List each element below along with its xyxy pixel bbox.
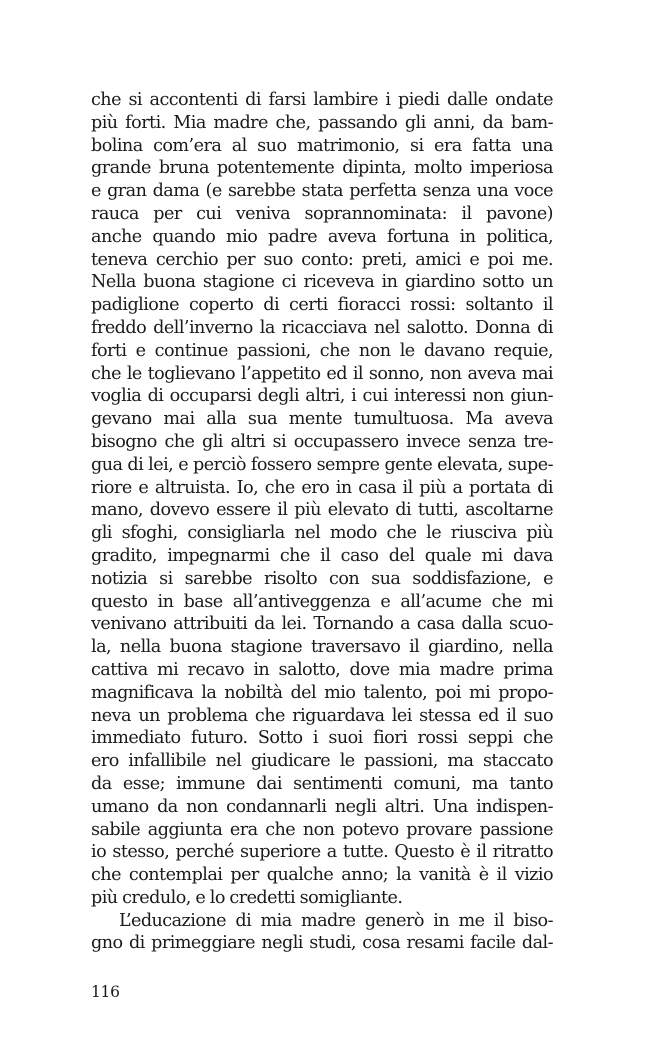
text-line: ero infallibile nel giudicare le passioni, ma staccato [91, 751, 553, 772]
page-number: 116 [91, 983, 120, 1001]
text-line: umano da non condannarli negli altri. Una indispen- [91, 796, 553, 817]
text-line: venivano attribuiti da lei. Tornando a casa dalla scuo- [91, 614, 553, 635]
body-text [91, 89, 553, 955]
text-line: che le toglievano l’appetito ed il sonno, non aveva mai [91, 363, 553, 384]
text-line: voglia di occuparsi degli altri, i cui interessi non giun- [91, 386, 553, 407]
text-line: da esse; immune dai sentimenti comuni, ma tanto [91, 773, 553, 794]
text-line: bisogno che gli altri si occupassero invece senza tre- [91, 431, 553, 452]
text-line: e gran dama (e sarebbe stata perfetta senza una voce [91, 181, 553, 202]
text-line: bolina com’era al suo matrimonio, si era fatta una [91, 135, 553, 156]
text-line: cattiva mi recavo in salotto, dove mia madre prima [91, 659, 553, 680]
text-line: forti e continue passioni, che non le davano requie, [91, 340, 553, 361]
text-line: L’educazione di mia madre generò in me il biso- [119, 910, 553, 931]
text-line: questo in base all’antiveggenza e all’acume che mi [91, 591, 553, 612]
text-line: che si accontenti di farsi lambire i piedi dalle ondate [91, 90, 553, 110]
text-line: riore e altruista. Io, che ero in casa il più a portata di [91, 477, 553, 498]
text-line: mano, dovevo essere il più elevato di tutti, ascoltarne [91, 500, 553, 521]
text-line: anche quando mio padre aveva fortuna in politica, [91, 226, 553, 247]
text-line: la, nella buona stagione traversavo il giardino, nella [91, 637, 553, 658]
text-line: grande bruna potentemente dipinta, molto imperiosa [91, 158, 553, 179]
text-line: notizia si sarebbe risolto con sua soddisfazione, e [91, 568, 553, 589]
text-line: neva un problema che riguardava lei stessa ed il suo [91, 705, 553, 726]
text-line: magnificava la nobiltà del mio talento, poi mi propo- [91, 682, 553, 703]
text-line: più credulo, e lo credetti somigliante. [91, 887, 403, 908]
text-line: rauca per cui veniva soprannominata: il pavone) [91, 203, 553, 224]
text-line: Nella buona stagione ci riceveva in giardino sotto un [91, 272, 553, 293]
text-line: padiglione coperto di certi fioracci rossi: soltanto il [91, 295, 553, 316]
text-line: immediato futuro. Sotto i suoi fiori rossi seppi che [91, 728, 553, 749]
text-line: teneva cerchio per suo conto: preti, amici e poi me. [91, 249, 553, 270]
text-line: sabile aggiunta era che non potevo provare passione [91, 819, 553, 840]
text-line: gli sfoghi, consigliarla nel modo che le riusciva più [91, 523, 553, 544]
text-line: gevano mai alla sua mente tumultuosa. Ma aveva [91, 409, 553, 430]
text-line: gradito, impegnarmi che il caso del quale mi dava [91, 545, 553, 566]
text-line: gua di lei, e perciò fossero sempre gente elevata, supe- [91, 454, 553, 475]
text-line: gno di primeggiare negli studi, cosa resami facile dal- [91, 933, 553, 954]
paragraph [91, 910, 553, 956]
paragraph [91, 89, 553, 910]
text-line: io stesso, perché superiore a tutte. Questo è il ritratto [91, 842, 553, 863]
text-line: freddo dell’inverno la ricacciava nel salotto. Donna di [91, 317, 553, 338]
text-line: che contemplai per qualche anno; la vanità è il vizio [91, 865, 553, 886]
text-line: più forti. Mia madre che, passando gli anni, da bam- [91, 112, 553, 133]
